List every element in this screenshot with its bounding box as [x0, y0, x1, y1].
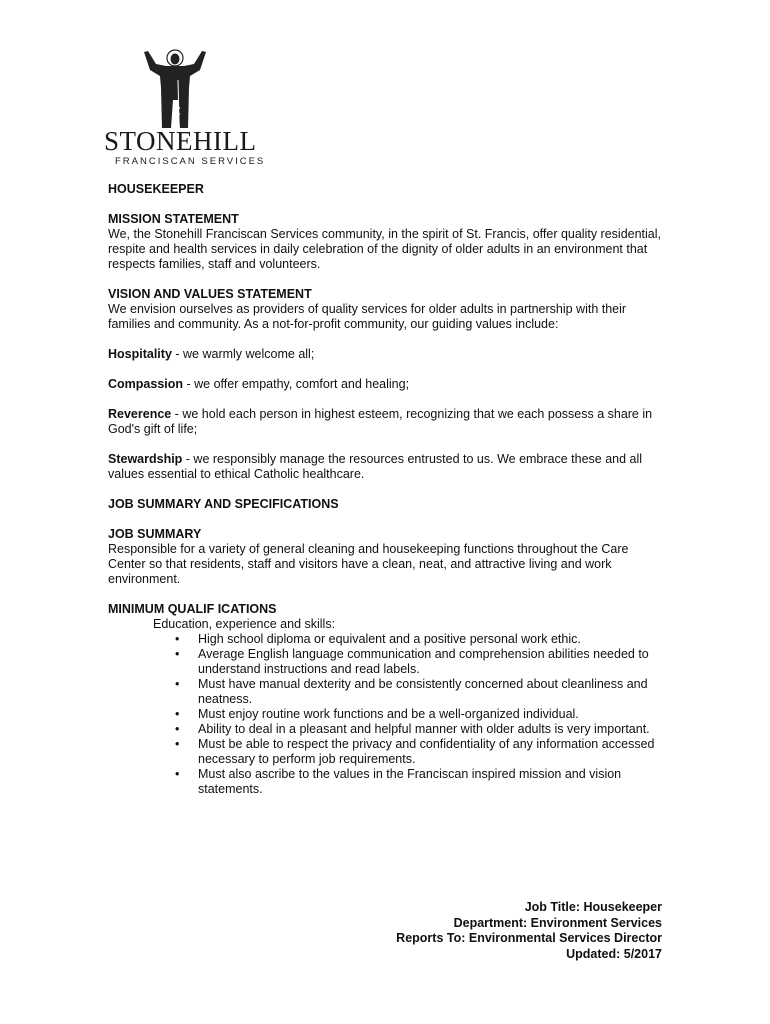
summary-heading: JOB SUMMARY: [108, 527, 202, 541]
list-item: • Must also ascribe to the values in the Franciscan inspired mission and vision statements.: [198, 767, 668, 797]
list-item: • High school diploma or equivalent and a positive personal work ethic.: [198, 632, 668, 647]
mission-heading: MISSION STATEMENT: [108, 212, 239, 226]
document-footer: [396, 900, 662, 962]
qualifications-subheading: Education, experience and skills:: [153, 617, 336, 631]
value-term: Compassion: [108, 377, 184, 391]
summary-text: Responsible for a variety of general cleaning and housekeeping functions throughout the Care Center so that residents, staff and visitors have a clean, neat, and attractive living and work environment.: [108, 542, 629, 586]
vision-text: We envision ourselves as providers of quality services for older adults in partnership with their families and community. As a not-for-profit community, our guiding values include:: [108, 302, 627, 331]
logo-wordmark: STONEHILL: [104, 126, 257, 156]
value-hospitality: [108, 347, 668, 362]
value-reverence: [108, 407, 668, 437]
list-item: • Average English language communication and comprehension abilities needed to understand instructions and read labels.: [198, 647, 668, 677]
footer-department: Department: Environment Services: [453, 915, 662, 930]
value-term: Hospitality: [108, 347, 172, 361]
footer-reports-to: Reports To: Environmental Services Director: [396, 931, 662, 945]
value-compassion: [108, 377, 668, 392]
value-text: - we offer empathy, comfort and healing;: [183, 377, 410, 391]
list-item: • Must be able to respect the privacy and confidentiality of any information accessed necessary to perform job requirements.: [198, 737, 668, 767]
footer-updated: Updated: 5/2017: [566, 946, 662, 961]
qualifications-list: [108, 632, 668, 797]
qualifications-heading: MINIMUM QUALIF ICATIONS: [108, 602, 277, 616]
value-term: Stewardship: [108, 452, 183, 466]
saint-francis-figure-icon: [104, 48, 254, 130]
value-text: - we responsibly manage the resources entrusted to us. We embrace these and all values essential to ethical Catholic healthcare.: [108, 452, 643, 481]
mission-text: We, the Stonehill Franciscan Services community, in the spirit of St. Francis, offer quality residential, respite and health services in daily celebration of the dignity of older adults in an environment that respects families, staff and volunteers.: [108, 227, 662, 271]
logo-tagline: FRANCISCAN SERVICES: [115, 156, 266, 167]
list-item: • Ability to deal in a pleasant and helpful manner with older adults is very important.: [198, 722, 668, 737]
value-stewardship: [108, 452, 668, 482]
list-item: • Must enjoy routine work functions and be a well-organized individual.: [198, 707, 668, 722]
stonehill-logo: [104, 48, 254, 130]
document-title: HOUSEKEEPER: [108, 182, 204, 196]
vision-heading: VISION AND VALUES STATEMENT: [108, 287, 312, 301]
footer-job-title: Job Title: Housekeeper: [524, 900, 662, 914]
value-text: - we warmly welcome all;: [171, 347, 315, 361]
job-section-heading: JOB SUMMARY AND SPECIFICATIONS: [108, 497, 339, 511]
value-text: - we hold each person in highest esteem, recognizing that we each possess a share in God's gift of life;: [108, 407, 653, 436]
list-item: • Must have manual dexterity and be consistently concerned about cleanliness and neatness.: [198, 677, 668, 707]
document-body: [108, 182, 668, 797]
value-term: Reverence: [108, 407, 172, 421]
